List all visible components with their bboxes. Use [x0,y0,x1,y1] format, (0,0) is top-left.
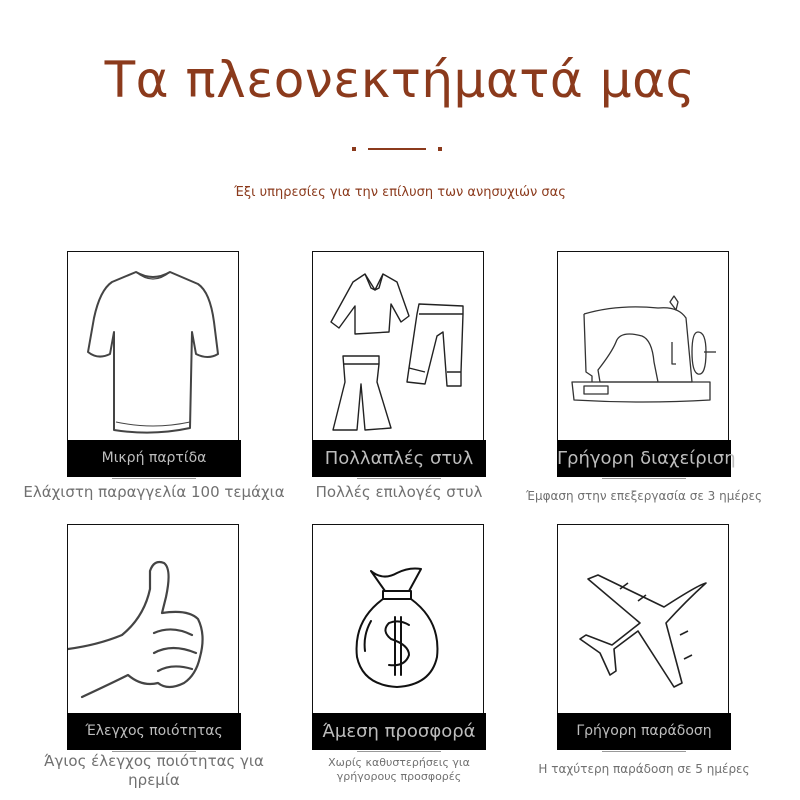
feature-description: Έμφαση στην επεξεργασία σε 3 ημέρες [525,489,762,503]
feature-card-instant-offer [312,524,484,783]
feature-image [67,251,239,441]
page-subtitle: Έξι υπηρεσίες για την επίλυση των ανησυχιών σας [234,185,566,200]
feature-label: Άμεση προσφορά [312,713,486,750]
divider-dot [438,147,442,151]
feature-card-fast-delivery [538,524,750,776]
sewing-machine-icon [558,252,728,440]
clothing-styles-icon [313,252,483,440]
title-divider [352,147,444,153]
feature-image [557,251,729,441]
feature-card-small-batch [23,251,285,501]
feature-description: Ελάχιστη παραγγελία 100 τεμάχια [23,483,285,501]
feature-label: Γρήγορη παράδοση [557,713,731,750]
feature-card-quality-control [44,524,264,789]
feature-image [312,251,484,441]
label-underline [357,478,441,479]
feature-card-fast-processing [525,251,762,503]
feature-description: Άγιος έλεγχος ποιότητας για ηρεμία [44,752,264,789]
feature-description: Η ταχύτερη παράδοση σε 5 ημέρες [538,762,750,776]
feature-card-multiple-styles [312,251,484,501]
feature-label: Μικρή παρτίδα [67,440,241,477]
page-title: Τα πλεονεκτήματά μας [104,51,696,109]
feature-description: Χωρίς καθυστερήσεις για γρήγορους προσφορές [328,756,470,783]
label-underline [357,751,441,752]
tshirt-icon [68,252,238,440]
divider-dot [352,147,356,151]
money-bag-icon [313,525,483,713]
feature-image [557,524,729,714]
feature-image [67,524,239,714]
label-underline [112,478,196,479]
label-underline [602,478,686,479]
divider-line [368,148,426,150]
feature-label: Γρήγορη διαχείριση [557,440,731,477]
feature-image [312,524,484,714]
thumbs-up-icon [68,525,238,713]
feature-description: Πολλές επιλογές στυλ [315,483,483,501]
airplane-icon [558,525,728,713]
feature-label: Πολλαπλές στυλ [312,440,486,477]
feature-label: Έλεγχος ποιότητας [67,713,241,750]
label-underline [602,751,686,752]
